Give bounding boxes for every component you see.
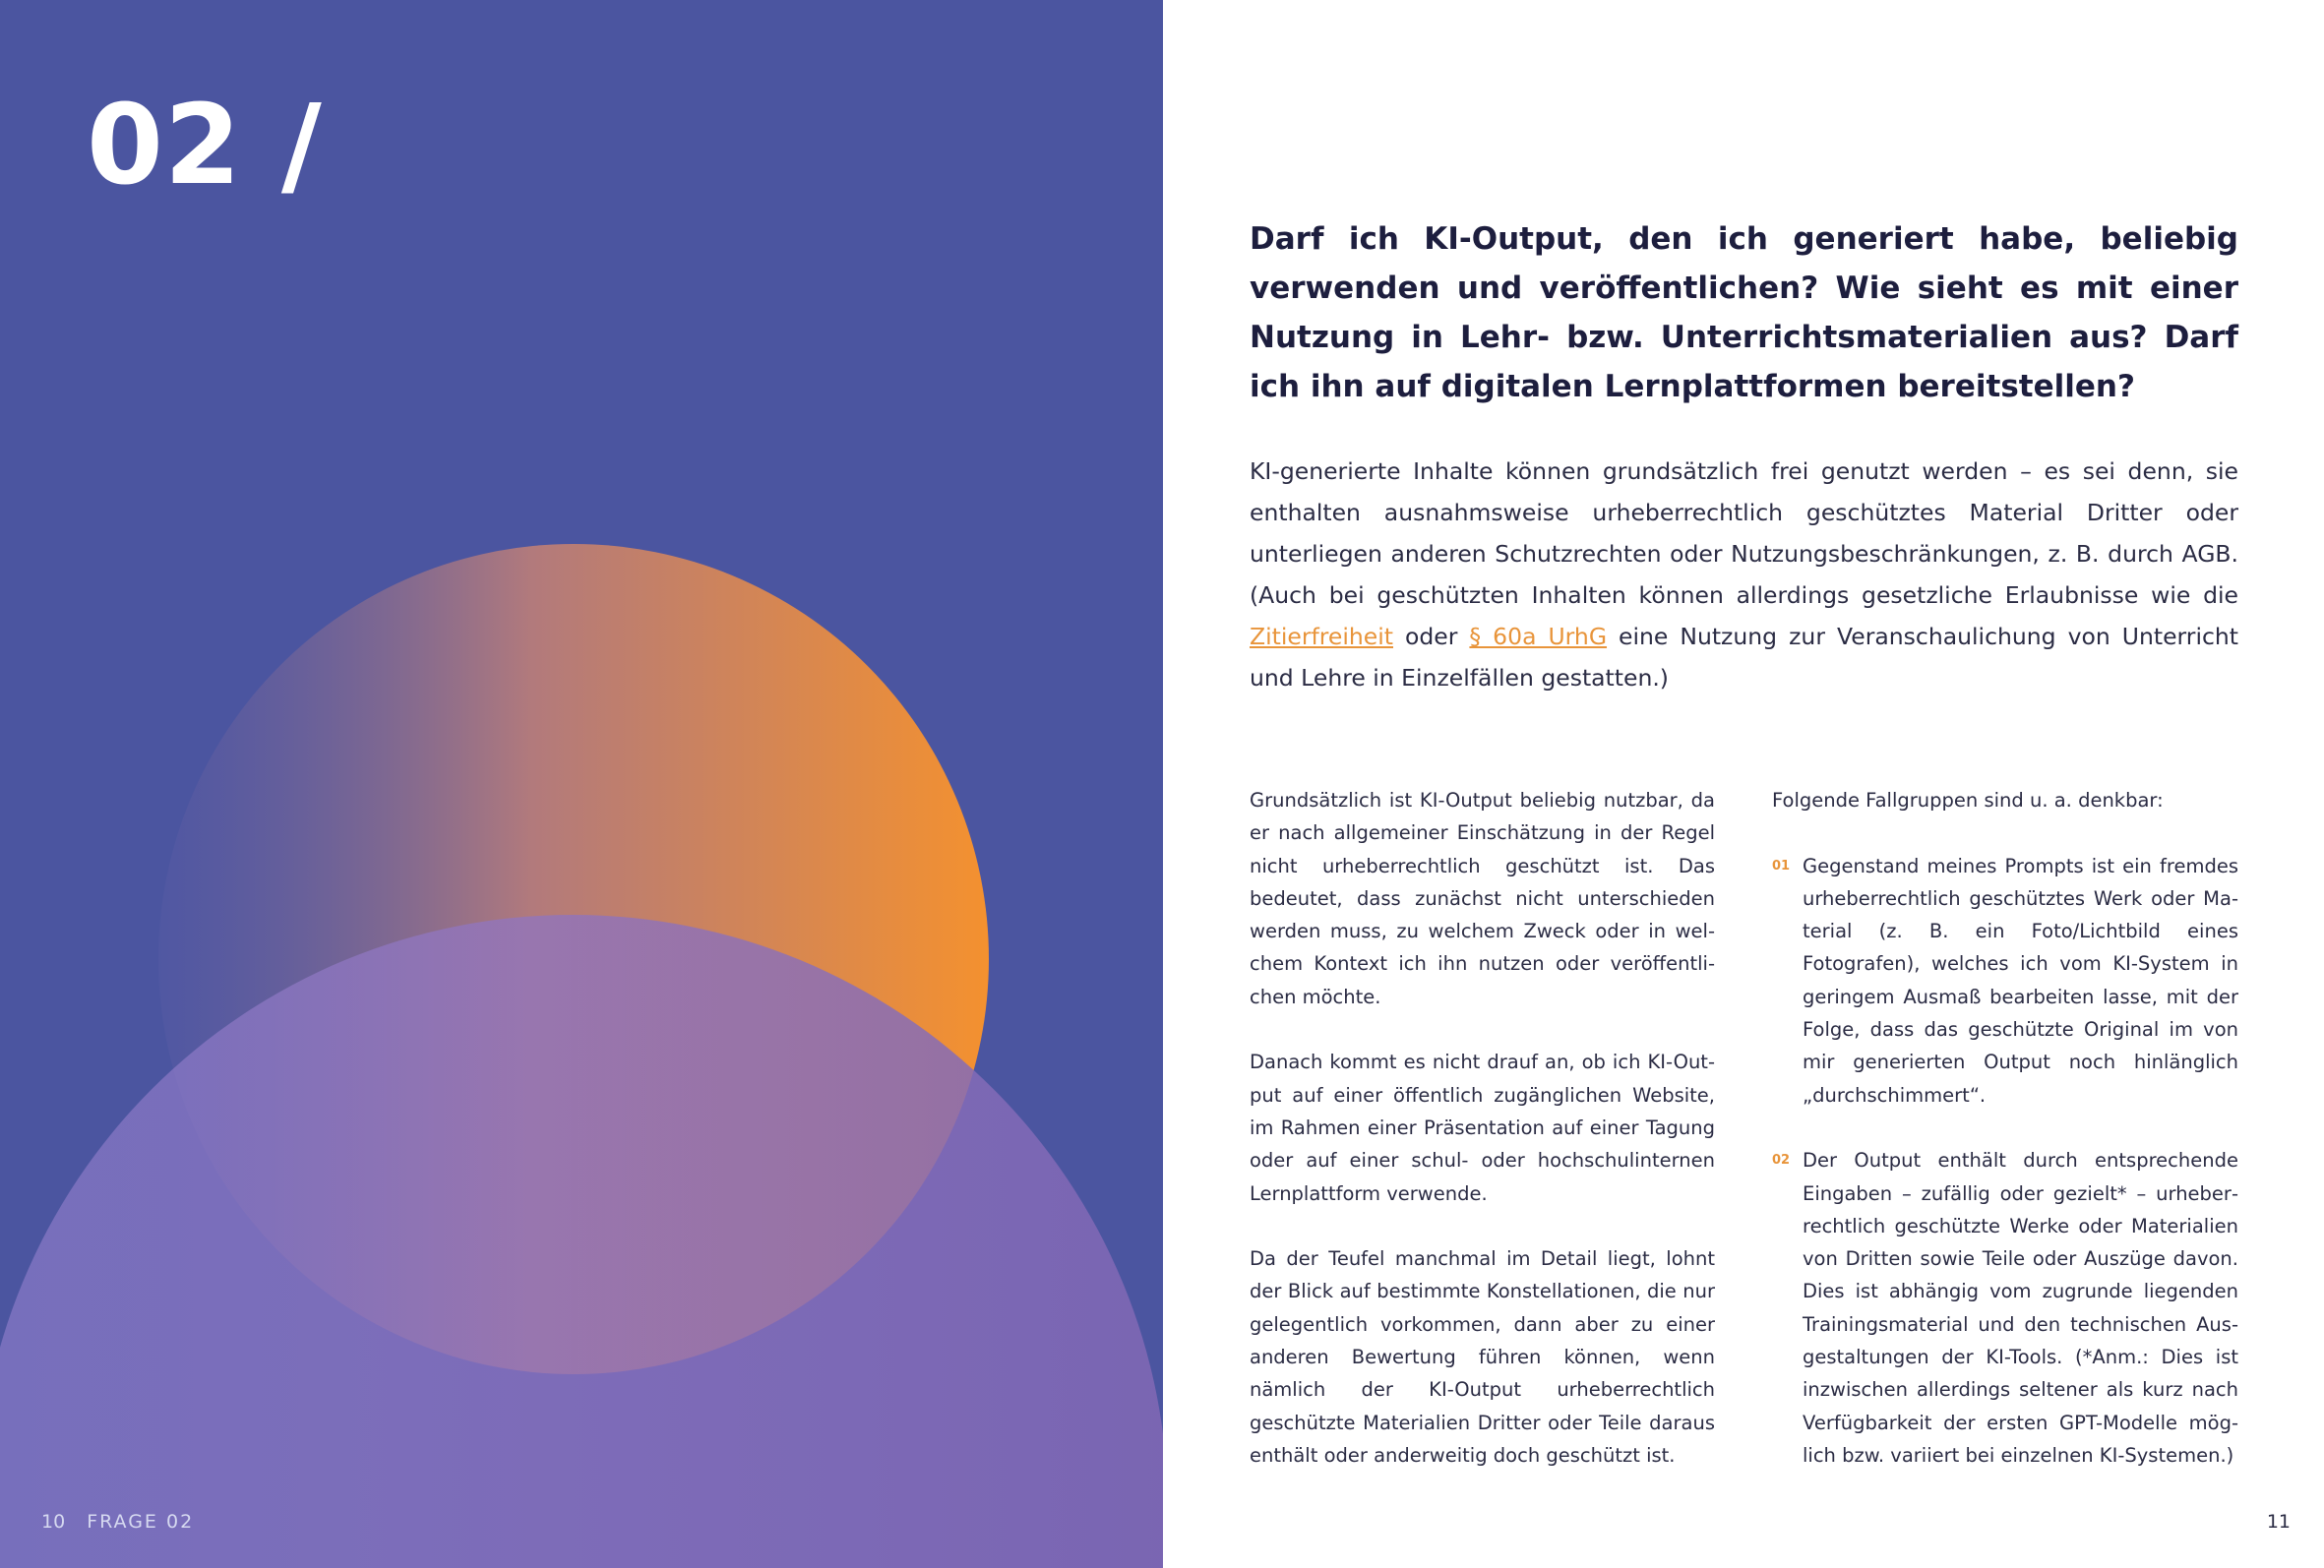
chapter-number: 02 /	[87, 82, 323, 210]
case-item	[1772, 1144, 2238, 1472]
intro-text-3: eine Nutzung zur Veranschaulichung von Unterricht und Lehre in Einzelfällen gestatten.)	[1250, 623, 2238, 692]
question-heading: Darf ich KI-Output, den ich generiert habe, beliebig verwenden und veröffentlichen? Wie sieht es mit einer Nutzung in Lehr- bzw. Unterrichtsmaterialien aus? Darf ich ihn auf digitalen Lernplattformen bereitstellen?	[1250, 221, 2238, 404]
body-paragraph: Da der Teufel manchmal im Detail liegt, lohnt der Blick auf bestimmte Konstellationen, die nur gelegentlich vorkommen, dann aber zu einer anderen Bewertung führen können, wenn nämlich der KI-Output urheberrechtlich geschützte Materialien Dritter oder Teile daraus enthält oder anderweitig doch geschützt ist.	[1250, 1247, 1715, 1467]
case-groups-intro: Folgende Fallgruppen sind u. a. denkbar:	[1772, 789, 2164, 812]
intro-text-2: oder	[1393, 623, 1470, 650]
intro-text-1: KI-generierte Inhalte können grundsätzlich frei genutzt werden – es sei denn, sie enthalten ausnahmsweise urheberrechtlich geschütztes Material Dritter oder unterliegen anderen Schutzrechten oder Nutzungsbeschränkungen, z. B. durch AGB. (Auch bei geschützten Inhalten können allerdings gesetzliche Erlaubnisse wie die	[1250, 457, 2238, 609]
page-number-right: 11	[2266, 1511, 2291, 1533]
zitierfreiheit-link[interactable]: Zitierfreiheit	[1250, 623, 1393, 650]
case-number: 02	[1772, 1153, 1791, 1169]
section-label: FRAGE 02	[87, 1511, 195, 1533]
left-text-column	[1250, 784, 1715, 1505]
right-text-column	[1772, 784, 2238, 1505]
case-text: Der Output enthält durch entsprechende Eingaben – zufällig oder gezielt* – urheberrechtlich geschützte Werke oder Materialien von Dritten sowie Teile oder Auszüge davon. Dies ist abhängig vom zugrunde liegenden Trainingsmaterial und den technischen Ausgestaltungen der KI-Tools. (*Anm.: Dies ist inzwischen allerdings seltener als kurz nach Verfügbarkeit der ersten GPT-Modelle möglich bzw. variiert bei einzelnen KI-Systemen.)	[1803, 1149, 2238, 1467]
right-page	[1163, 0, 2324, 1568]
left-footer	[41, 1511, 194, 1533]
page-number-left: 10	[41, 1511, 66, 1533]
case-text: Gegenstand meines Prompts ist ein fremdes urheberrechtlich geschütztes Werk oder Material (z. B. ein Foto/Lichtbild eines Fotografen), welches ich vom KI-System in geringem Ausmaß bearbeiten lasse, mit der Folge, dass das geschützte Original im von mir generierten Output noch hinlänglich „durchschimmert“.	[1803, 854, 2238, 1107]
paragraph-60a-link[interactable]: § 60a UrhG	[1469, 623, 1608, 650]
intro-paragraph	[1250, 451, 2238, 698]
case-item	[1772, 850, 2238, 1112]
body-paragraph: Grundsätzlich ist KI-Output beliebig nutzbar, da er nach allgemeiner Einschätzung in der Regel nicht urheberrechtlich geschützt ist. Das bedeutet, dass zunächst nicht unterschieden werden muss, zu welchem Zweck oder in welchem Kontext ich ihn nutzen oder veröffentlichen möchte.	[1250, 789, 1715, 1008]
case-number: 01	[1772, 858, 1791, 874]
body-paragraph: Danach kommt es nicht drauf an, ob ich KI-Output auf einer öffentlich zugänglichen Website, im Rahmen einer Präsentation auf einer Tagung oder auf einer schul- oder hochschulinternen Lernplattform verwende.	[1250, 1051, 1715, 1205]
